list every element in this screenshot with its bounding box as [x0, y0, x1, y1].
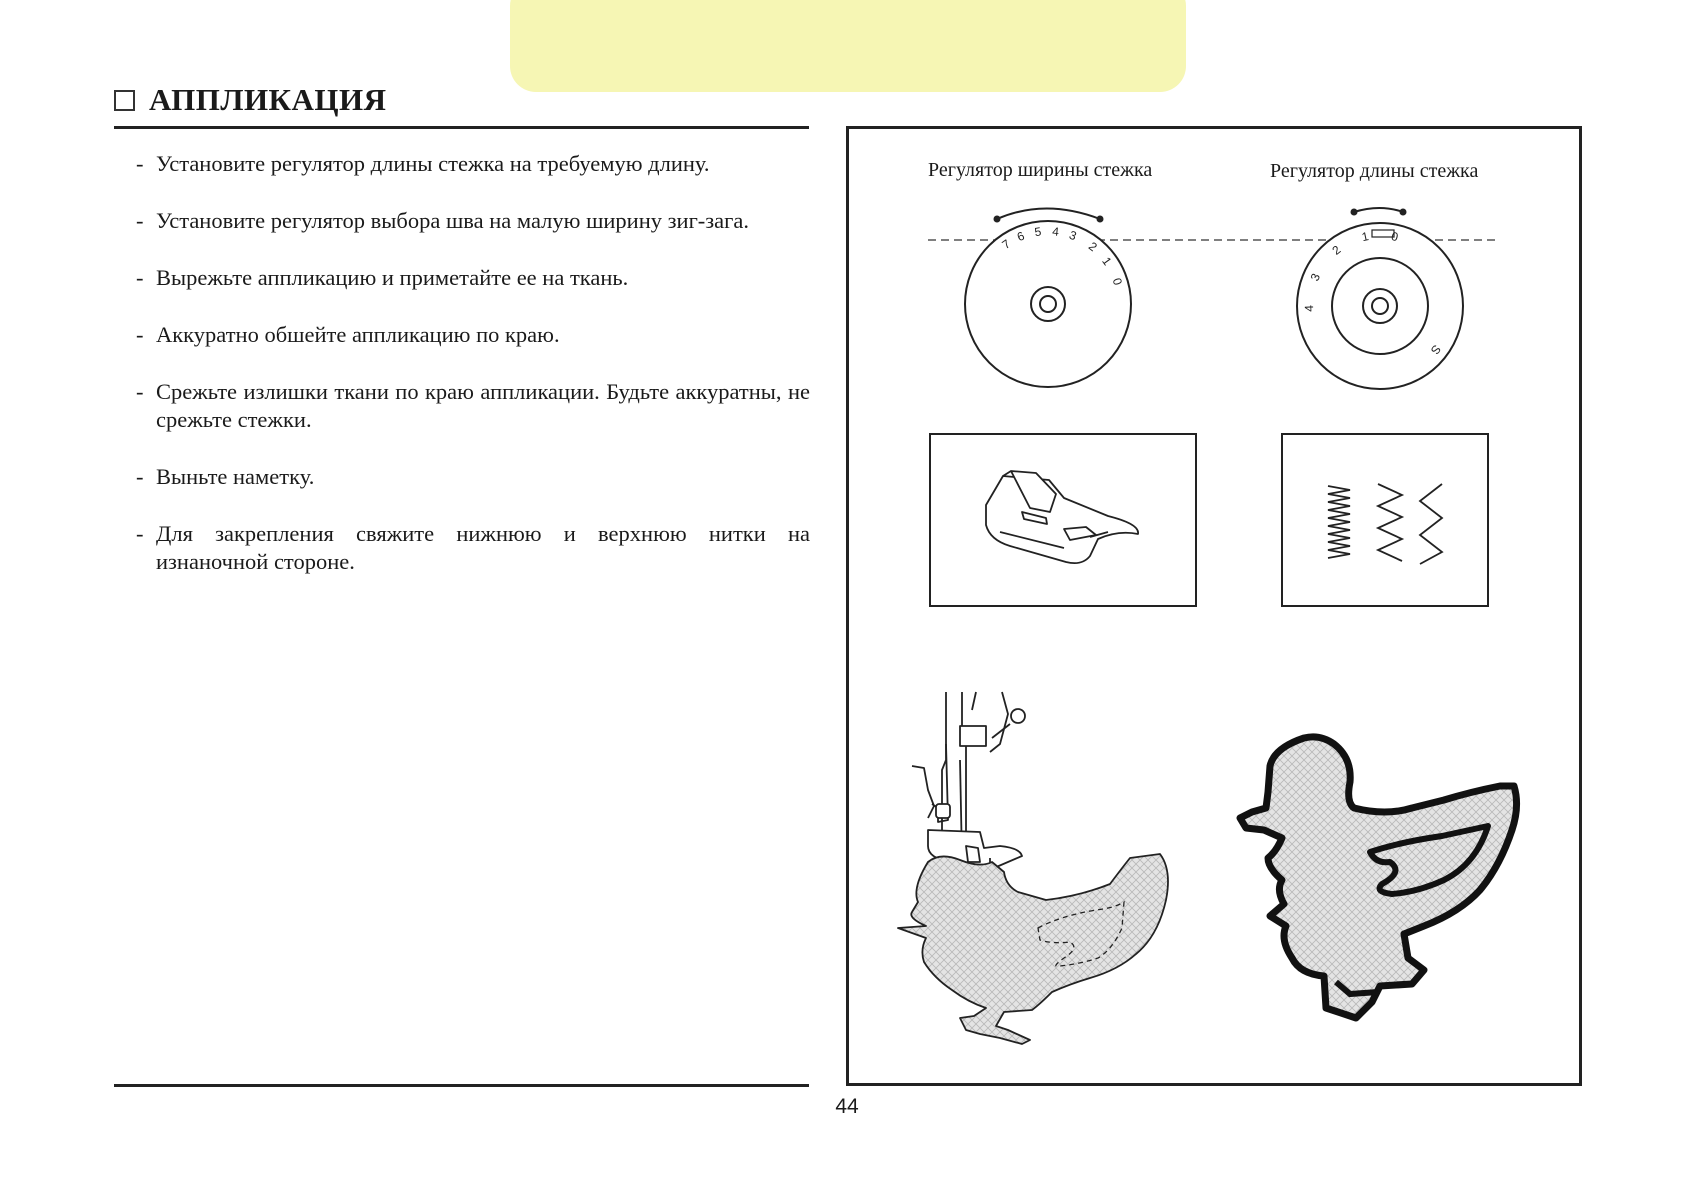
basted-duckling-applique-icon [898, 854, 1168, 1044]
stitch-length-dial-caption: Регулятор длины стежка [1270, 160, 1479, 182]
dial-mark: 2 [1085, 239, 1100, 255]
zigzag-stitch-panel [1282, 434, 1488, 606]
instruction-item: - Аккуратно обшейте аппликацию по краю. [136, 322, 560, 347]
stitch-width-dial [965, 209, 1131, 388]
instruction-item: - Выньте наметку. [136, 464, 315, 489]
dial-mark: 2 [1329, 242, 1344, 258]
instruction-item: - Срежьте излишки ткани по краю аппликации. Будьте аккуратны, не срежьте стежки. [136, 379, 810, 432]
dial-mark: 4 [1051, 224, 1060, 239]
stitch-width-dial-caption: Регулятор ширины стежка [928, 159, 1153, 181]
dial-mark: 7 [999, 236, 1013, 252]
dial-mark: S [1427, 342, 1444, 358]
dial-mark: 5 [1033, 224, 1043, 240]
page-number: 44 [835, 1095, 859, 1118]
instruction-item: - Для закрепления свяжите нижнюю и верхнюю нитки на изнаночной стороне. [136, 521, 810, 574]
dial-mark: 4 [1302, 304, 1317, 313]
dial-mark: 0 [1109, 276, 1125, 287]
finished-duckling-applique-icon [1240, 737, 1517, 1018]
instruction-item: - Установите регулятор выбора шва на малую ширину зиг-зага. [136, 208, 750, 233]
stitch-length-dial [1297, 208, 1463, 389]
dial-mark: 3 [1067, 227, 1079, 244]
dial-mark: 6 [1014, 228, 1027, 245]
dial-mark: 1 [1360, 229, 1370, 245]
dial-mark: 1 [1099, 254, 1115, 269]
dial-mark: 0 [1390, 229, 1400, 245]
instruction-item: - Вырежьте аппликацию и приметайте ее на ткань. [136, 265, 629, 290]
sewing-needle-assembly-icon [912, 692, 1025, 868]
page-title: АППЛИКАЦИЯ [149, 82, 387, 117]
dial-mark: 3 [1307, 271, 1324, 284]
instruction-item: - Установите регулятор длины стежка на требуемую длину. [136, 151, 710, 176]
zigzag-foot-panel [930, 434, 1196, 606]
